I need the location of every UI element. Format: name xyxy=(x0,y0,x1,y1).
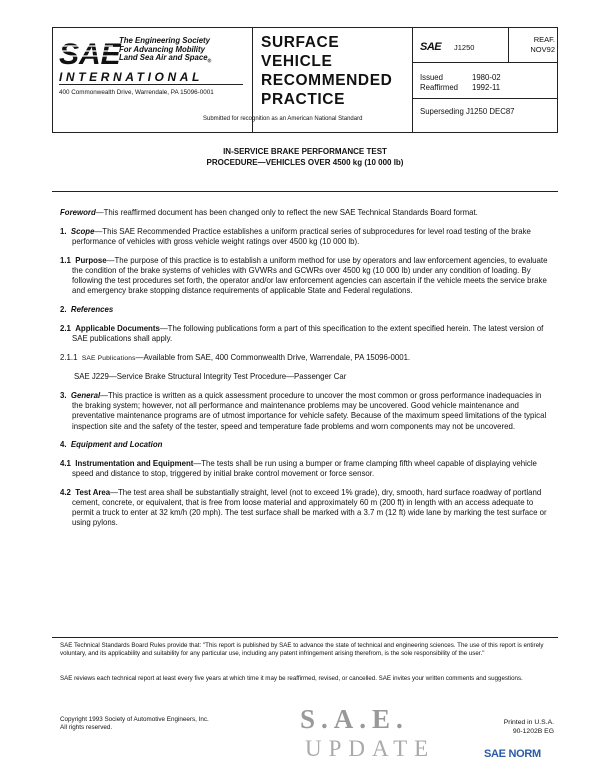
section-label: Test Area xyxy=(75,487,111,497)
footer-rule xyxy=(52,637,558,638)
printed-line: 90-1202B EG xyxy=(512,728,554,735)
section-number: 1.1 xyxy=(60,255,71,265)
section-label: General xyxy=(70,390,101,400)
printed-line: Printed in U.S.A. xyxy=(503,719,554,726)
reaf-label: REAF. xyxy=(533,35,555,44)
tagline-line: For Advancing Mobility xyxy=(119,44,205,54)
reaffirmed-row xyxy=(420,83,501,93)
section-label: Equipment and Location xyxy=(70,440,163,450)
document-type xyxy=(261,33,411,109)
printed-in-notice xyxy=(504,718,554,736)
section-label: Instrumentation and Equipment xyxy=(75,458,194,468)
section-text: —Available from SAE, 400 Commonwealth Drive, Warrendale, PA 15096-0001. xyxy=(135,352,411,362)
section-label: SAE Publications xyxy=(81,354,136,362)
section-4-1-instrumentation xyxy=(60,459,554,479)
sae-logo-icon xyxy=(59,35,121,71)
section-2-1-applicable-documents xyxy=(60,324,554,344)
title-line: IN-SERVICE BRAKE PERFORMANCE TEST xyxy=(223,147,387,156)
section-text: —The test area shall be substantially straight, level (not to exceed 1% grade), dry, smooth, hard surface roadway of portland cement, concrete, or equivalent, that is free from loose material and approximately 60 m (200 ft) in length with an access adequate to permit a truck to enter at 32 km/h (20 mph). The test surface shall be marked with a 3.7 m (12 ft) wide lane by marking the test surface or using pylons. xyxy=(72,487,547,528)
sae-update-stamp: S.A.E. xyxy=(300,704,409,734)
sae-update-stamp-text: UPDATE xyxy=(305,736,436,761)
issued-label: Issued xyxy=(420,73,443,82)
document-type-line: RECOMMENDED xyxy=(261,72,393,89)
document-body xyxy=(60,208,554,537)
review-note: SAE reviews each technical report at least every five years at which time it may be reaffirmed, revised, or cancelled. SAE invites your written comments and suggestions. xyxy=(60,675,523,682)
section-3-general xyxy=(60,391,554,432)
society-address: 400 Commonwealth Drive, Warrendale, PA 15096-0001 xyxy=(59,89,214,96)
section-label: Purpose xyxy=(75,255,107,265)
title-line: PROCEDURE—VEHICLES OVER 4500 kg (10 000 lb) xyxy=(206,157,404,167)
sae-norm-text: SAE NORM xyxy=(484,748,541,760)
section-number: 3. xyxy=(60,390,67,400)
section-number: 2.1 xyxy=(60,323,71,333)
reaffirmation-stamp xyxy=(515,35,555,54)
section-text: —This practice is written as a quick assessment procedure to uncover the most common or gross performance inadequacies in the braking system; however, not all performance and maintenance problems may be uncovered. Good vehicle maintenance and preventative maintenance programs are of utmost importance for vehicle safety. Because of the maximum speed limitations of the typical inspection site and the safety of the tester, speed and temperature fade problems and worn components may not be uncovered. xyxy=(72,390,547,431)
reference-j229: SAE J229—Service Brake Structural Integrity Test Procedure—Passenger Car xyxy=(74,372,347,382)
reaffirmed-label: Reaffirmed xyxy=(420,83,458,92)
foreword-text: —This reaffirmed document has been changed only to reflect the new SAE Technical Standards Board format. xyxy=(95,208,478,217)
trademark-symbol: ® xyxy=(207,58,212,65)
wordmark-rule xyxy=(59,84,243,85)
section-4-2-test-area xyxy=(60,488,554,529)
header-divider xyxy=(412,28,413,132)
tagline-line: Land Sea Air and Space xyxy=(119,53,208,63)
header-divider xyxy=(508,28,509,62)
section-text: —This SAE Recommended Practice establishes a uniform practical series of subprocedures for level road testing of the brake performance of vehicles with gross vehicle weight ratings over 4500 kg (10 000 lb). xyxy=(72,226,531,246)
document-number: J1250 xyxy=(454,43,475,52)
issued-row xyxy=(420,73,501,83)
section-4-equipment-location xyxy=(60,440,554,450)
section-label: References xyxy=(70,304,114,314)
svg-text:SAE: SAE xyxy=(59,38,121,71)
superseding-note: Superseding J1250 DEC87 xyxy=(420,107,515,116)
document-type-line: PRACTICE xyxy=(261,91,346,108)
section-number: 2.1.1 xyxy=(60,352,78,362)
section-number: 4.2 xyxy=(60,487,71,497)
issued-date: 1980-02 xyxy=(472,73,501,82)
international-wordmark: INTERNATIONAL xyxy=(59,70,203,84)
section-number: 1. xyxy=(60,226,67,236)
tsb-rules-note: SAE Technical Standards Board Rules provide that: "This report is published by SAE to advance the state of technical and engineering sciences. The use of this report is entirely voluntary, and its applicability and suitability for any particular use, including any patent infringement arising therefrom, is the sole responsibility of the user." xyxy=(60,642,544,657)
section-1-1-purpose xyxy=(60,256,554,297)
section-1-scope xyxy=(60,227,554,247)
header-divider xyxy=(412,98,557,99)
foreword-paragraph xyxy=(60,208,554,218)
copyright-line: All rights reserved. xyxy=(60,724,113,731)
section-2-references xyxy=(60,305,554,315)
section-2-1-1-sae-publications xyxy=(60,353,554,364)
tagline-line: The Engineering Society xyxy=(119,36,210,45)
copyright-notice xyxy=(60,716,209,732)
society-tagline xyxy=(119,37,211,66)
sae-norm-watermark xyxy=(484,744,541,760)
foreword-label: Foreword xyxy=(60,208,96,217)
document-type-line: SURFACE xyxy=(261,34,340,51)
copyright-line: Copyright 1993 Society of Automotive Engineers, Inc. xyxy=(60,716,209,723)
document-header xyxy=(52,27,558,133)
section-text: —The following publications form a part of this specification to the extent specified herein. The latest version of SAE publications shall apply. xyxy=(72,323,544,343)
sae-small-logo: SAE xyxy=(420,41,442,53)
section-label: Applicable Documents xyxy=(75,323,160,333)
ansi-submission-note: Submitted for recognition as an American National Standard xyxy=(203,116,363,122)
section-number: 2. xyxy=(60,304,67,314)
section-label: Scope xyxy=(70,226,95,236)
title-rule xyxy=(52,191,558,192)
header-divider xyxy=(412,62,557,63)
section-number: 4. xyxy=(60,440,67,450)
section-text: —The purpose of this practice is to establish a uniform method for use by operators and law enforcement agencies, to evaluate the condition of the brake systems of vehicles with GVWRs and GCWRs over 4500 kg (10 000 lb) under any condition of loading. By following the test procedures set forth, the operator and/or law enforcement agencies can ascertain if the vehicle meets the service brake and emergency brake stopping distance requirements of applicable State and Federal regulations. xyxy=(72,255,548,296)
document-type-line: VEHICLE xyxy=(261,53,333,70)
section-text: —The tests shall be run using a bumper or frame clamping fifth wheel capable of displaying vehicle speed and distance to stop, triggered by initial brake control movement or force sensor. xyxy=(72,458,537,479)
section-number: 4.1 xyxy=(60,458,71,468)
document-title xyxy=(52,147,558,168)
reaf-date: NOV92 xyxy=(530,44,555,54)
reaffirmed-date: 1992-11 xyxy=(472,83,501,92)
